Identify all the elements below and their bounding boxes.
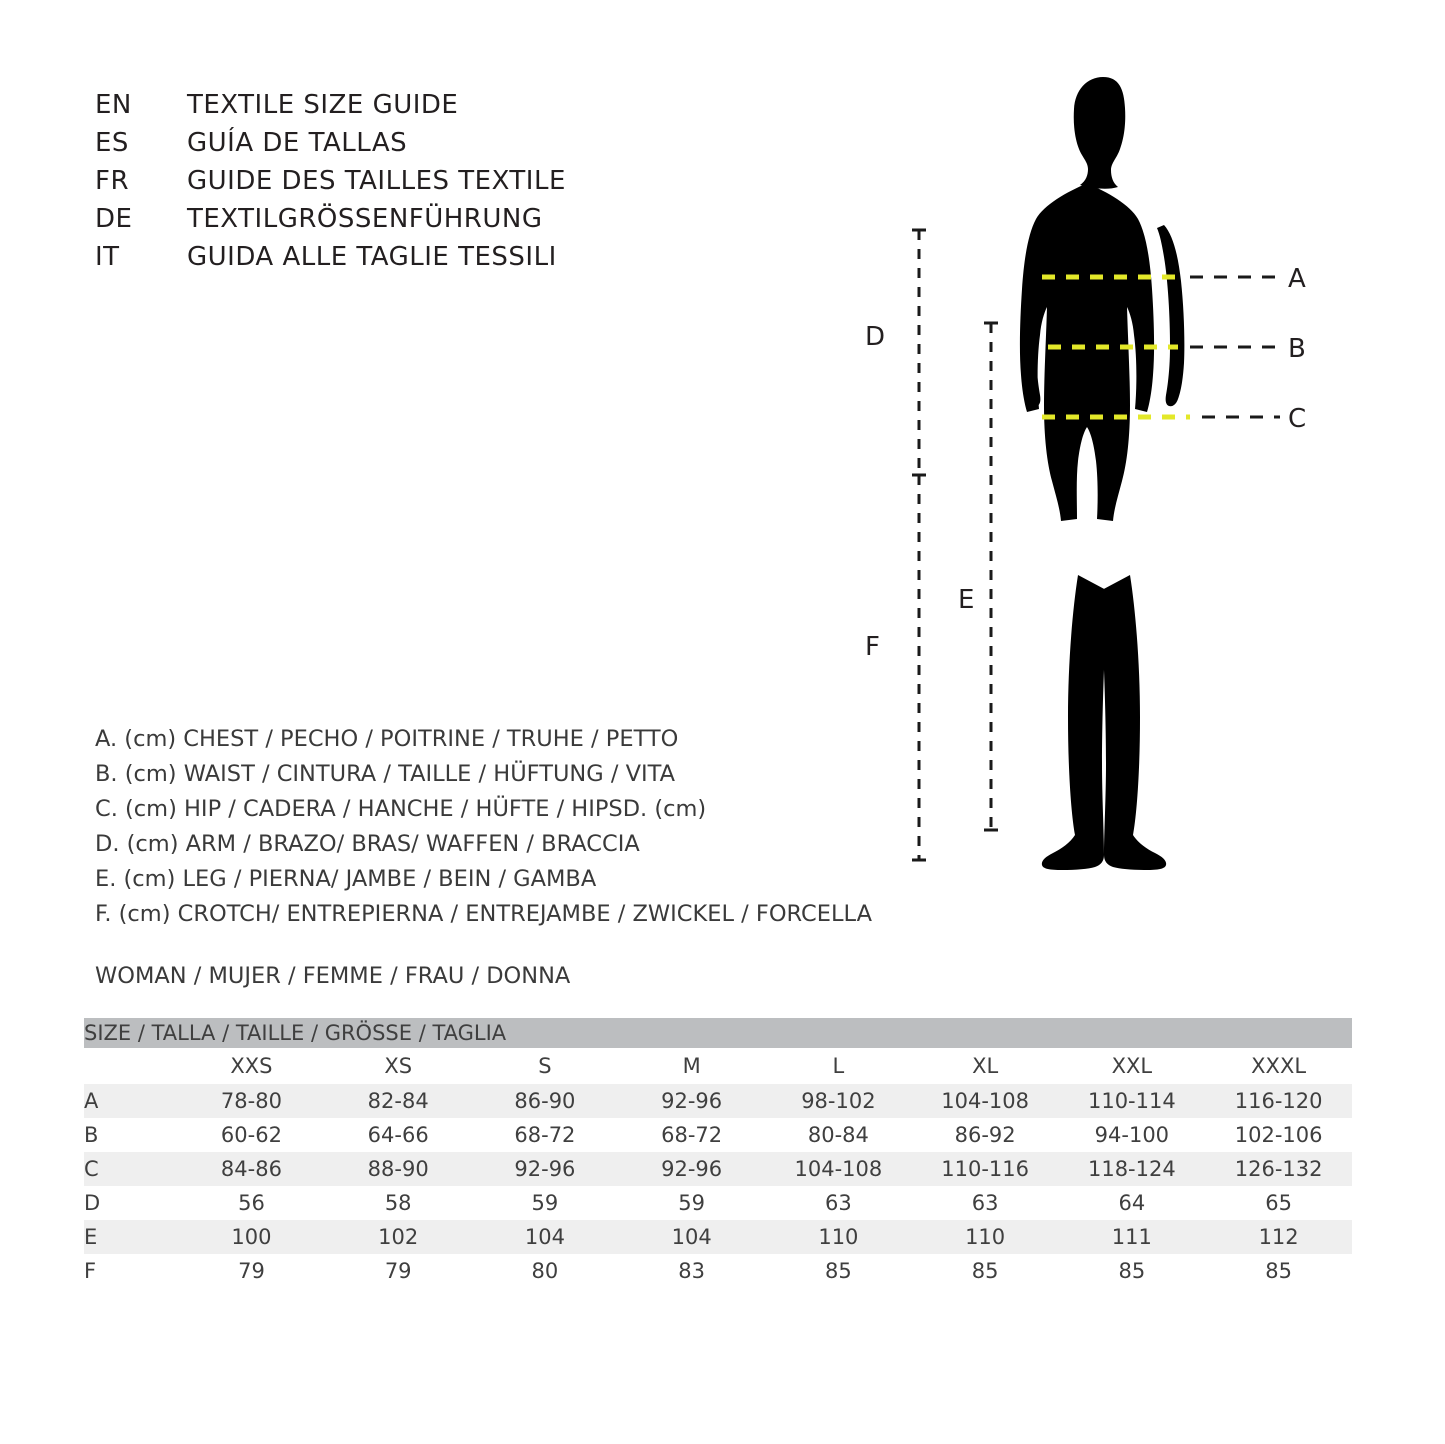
legend-item-f: F. (cm) CROTCH/ ENTREPIERNA / ENTREJAMBE / ZWICKEL / FORCELLA	[95, 901, 872, 927]
table-corner-cell	[84, 1048, 178, 1084]
cell-a-l: 98-102	[765, 1084, 912, 1118]
cell-a-xxs: 78-80	[178, 1084, 325, 1118]
cell-c-m: 92-96	[618, 1152, 765, 1186]
cell-c-xxxl: 126-132	[1205, 1152, 1352, 1186]
cell-e-xxs: 100	[178, 1220, 325, 1254]
legend-item-a: A. (cm) CHEST / PECHO / POITRINE / TRUHE / PETTO	[95, 726, 679, 752]
cell-d-m: 59	[618, 1186, 765, 1220]
legend-block	[95, 722, 915, 932]
row-label-f: F	[84, 1254, 178, 1288]
cell-f-xxs: 79	[178, 1254, 325, 1288]
table-row	[84, 1186, 1352, 1220]
cell-b-s: 68-72	[472, 1118, 619, 1152]
title-text-de: TEXTILGRÖSSENFÜHRUNG	[187, 204, 543, 234]
legend-item-e: E. (cm) LEG / PIERNA/ JAMBE / BEIN / GAMBA	[95, 866, 597, 892]
title-row	[95, 90, 715, 128]
cell-e-m: 104	[618, 1220, 765, 1254]
table-band-label: SIZE / TALLA / TAILLE / GRÖSSE / TAGLIA	[84, 1018, 1352, 1048]
cell-d-xxl: 64	[1058, 1186, 1205, 1220]
cell-e-xs: 102	[325, 1220, 472, 1254]
row-label-c: C	[84, 1152, 178, 1186]
label-f: F	[865, 632, 880, 662]
measure-bracket-e	[984, 323, 998, 830]
title-block	[95, 90, 715, 280]
size-header-xxxl: XXXL	[1205, 1048, 1352, 1084]
cell-f-xxl: 85	[1058, 1254, 1205, 1288]
cell-a-m: 92-96	[618, 1084, 765, 1118]
title-row	[95, 242, 715, 280]
table-size-header-row	[84, 1048, 1352, 1084]
table-row	[84, 1118, 1352, 1152]
title-text-es: GUÍA DE TALLAS	[187, 128, 408, 158]
row-label-d: D	[84, 1186, 178, 1220]
cell-c-xl: 110-116	[912, 1152, 1059, 1186]
size-header-s: S	[472, 1048, 619, 1084]
size-header-xxs: XXS	[178, 1048, 325, 1084]
cell-e-xl: 110	[912, 1220, 1059, 1254]
cell-e-l: 110	[765, 1220, 912, 1254]
row-label-a: A	[84, 1084, 178, 1118]
size-header-m: M	[618, 1048, 765, 1084]
cell-c-s: 92-96	[472, 1152, 619, 1186]
cell-e-xxxl: 112	[1205, 1220, 1352, 1254]
label-b: B	[1288, 334, 1306, 364]
size-header-xl: XL	[912, 1048, 1059, 1084]
row-label-b: B	[84, 1118, 178, 1152]
cell-c-xxl: 118-124	[1058, 1152, 1205, 1186]
table-row	[84, 1084, 1352, 1118]
cell-e-xxl: 111	[1058, 1220, 1205, 1254]
title-text-it: GUIDA ALLE TAGLIE TESSILI	[187, 242, 557, 272]
cell-a-xxl: 110-114	[1058, 1084, 1205, 1118]
cell-f-xs: 79	[325, 1254, 472, 1288]
legend-item-d: D. (cm) ARM / BRAZO/ BRAS/ WAFFEN / BRACCIA	[95, 831, 640, 857]
title-text-fr: GUIDE DES TAILLES TEXTILE	[187, 166, 566, 196]
cell-b-xxl: 94-100	[1058, 1118, 1205, 1152]
female-silhouette	[1020, 77, 1184, 870]
label-e: E	[958, 585, 975, 615]
label-d: D	[865, 322, 886, 352]
title-lang-fr: FR	[95, 166, 130, 196]
table-row	[84, 1220, 1352, 1254]
cell-b-xxs: 60-62	[178, 1118, 325, 1152]
title-lang-es: ES	[95, 128, 129, 158]
title-lang-en: EN	[95, 90, 132, 120]
table-row	[84, 1152, 1352, 1186]
cell-e-s: 104	[472, 1220, 619, 1254]
cell-c-xs: 88-90	[325, 1152, 472, 1186]
cell-b-xs: 64-66	[325, 1118, 472, 1152]
cell-a-s: 86-90	[472, 1084, 619, 1118]
title-row	[95, 204, 715, 242]
cell-f-m: 83	[618, 1254, 765, 1288]
size-header-l: L	[765, 1048, 912, 1084]
cell-a-xs: 82-84	[325, 1084, 472, 1118]
cell-d-xxxl: 65	[1205, 1186, 1352, 1220]
size-table	[84, 1018, 1352, 1288]
gender-label: WOMAN / MUJER / FEMME / FRAU / DONNA	[95, 963, 571, 989]
cell-d-xl: 63	[912, 1186, 1059, 1220]
size-header-xs: XS	[325, 1048, 472, 1084]
cell-b-m: 68-72	[618, 1118, 765, 1152]
cell-b-xxxl: 102-106	[1205, 1118, 1352, 1152]
cell-f-l: 85	[765, 1254, 912, 1288]
cell-a-xl: 104-108	[912, 1084, 1059, 1118]
cell-d-s: 59	[472, 1186, 619, 1220]
size-header-xxl: XXL	[1058, 1048, 1205, 1084]
title-text-en: TEXTILE SIZE GUIDE	[187, 90, 459, 120]
title-row	[95, 166, 715, 204]
legend-item-c: C. (cm) HIP / CADERA / HANCHE / HÜFTE / HIPSD. (cm)	[95, 796, 707, 822]
label-a: A	[1288, 264, 1306, 294]
cell-d-xs: 58	[325, 1186, 472, 1220]
cell-b-l: 80-84	[765, 1118, 912, 1152]
title-row	[95, 128, 715, 166]
title-lang-it: IT	[95, 242, 120, 272]
cell-f-xl: 85	[912, 1254, 1059, 1288]
cell-c-xxs: 84-86	[178, 1152, 325, 1186]
cell-c-l: 104-108	[765, 1152, 912, 1186]
cell-d-l: 63	[765, 1186, 912, 1220]
cell-a-xxxl: 116-120	[1205, 1084, 1352, 1118]
title-lang-de: DE	[95, 204, 133, 234]
table-band-row	[84, 1018, 1352, 1048]
cell-b-xl: 86-92	[912, 1118, 1059, 1152]
table-row	[84, 1254, 1352, 1288]
legend-item-b: B. (cm) WAIST / CINTURA / TAILLE / HÜFTUNG / VITA	[95, 761, 675, 787]
cell-f-xxxl: 85	[1205, 1254, 1352, 1288]
cell-d-xxs: 56	[178, 1186, 325, 1220]
cell-f-s: 80	[472, 1254, 619, 1288]
row-label-e: E	[84, 1220, 178, 1254]
label-c: C	[1288, 404, 1307, 434]
